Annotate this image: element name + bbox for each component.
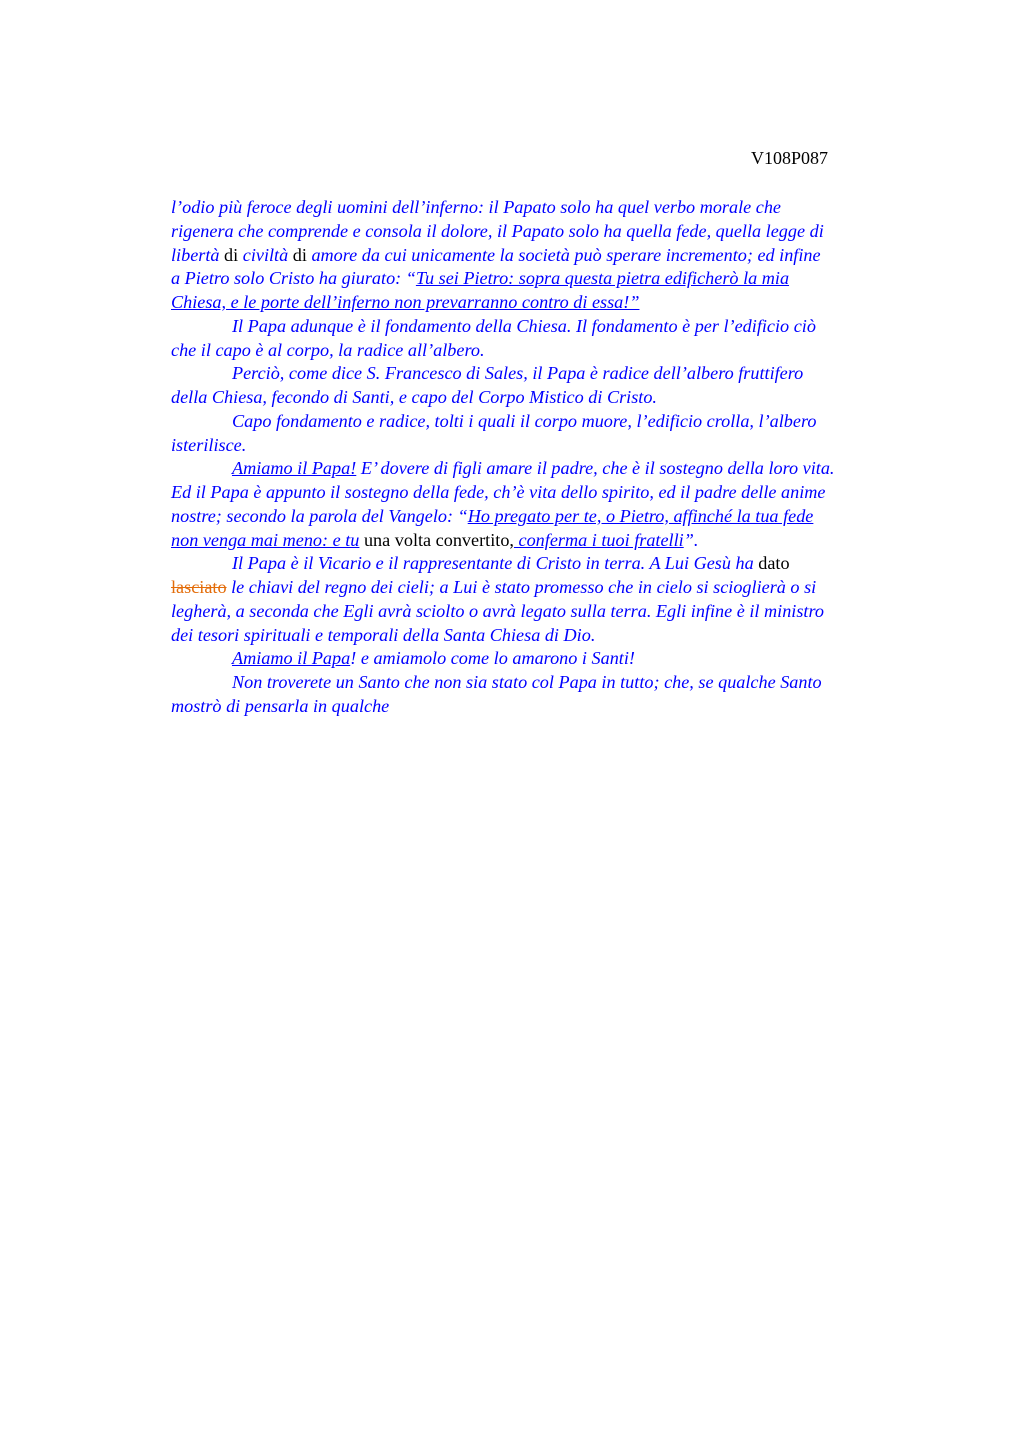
edited-text-run: di <box>219 244 243 265</box>
text-run: libertà <box>171 244 220 265</box>
text-line: dei tesori spirituali e temporali della Santa Chiesa di Dio. <box>171 624 596 645</box>
text-line: mostrò di pensarla in qualche <box>171 695 390 716</box>
underlined-phrase: Amiamo il Papa! <box>232 458 357 479</box>
text-run: le chiavi del regno dei cieli; a Lui è stato promesso che in cielo si scioglierà o si <box>226 577 817 597</box>
text-run: Il Papa adunque è il fondamento della Chiesa. Il fondamento è per l’edificio ciò <box>232 315 816 336</box>
paragraph-first-line <box>171 552 931 576</box>
text-run: ”. <box>683 529 699 550</box>
deleted-text-run: lasciato <box>171 577 227 597</box>
text-run: civiltà <box>242 244 289 265</box>
text-run: a Pietro solo Cristo ha giurato: “ <box>171 268 416 289</box>
edited-text-run: una volta convertito, <box>359 529 514 550</box>
paragraph-first-line <box>171 647 931 671</box>
text-run: ! e amiamolo come lo amarono i Santi! <box>350 648 635 669</box>
text-line <box>171 244 931 268</box>
text-run: E’ dovere di figli amare il padre, che è il sostegno della loro vita. <box>356 458 835 479</box>
paragraph-first-line <box>171 457 931 481</box>
quotation-underlined: conferma i tuoi fratelli <box>518 529 684 550</box>
text-line <box>171 576 931 600</box>
edited-text-run: dato <box>753 553 790 574</box>
underlined-phrase: Amiamo il Papa <box>232 648 351 669</box>
text-run: Il Papa è il Vicario e il rappresentante di Cristo in terra. A Lui Gesù ha <box>232 553 754 574</box>
text-run: Perciò, come dice S. Francesco di Sales, il Papa è radice dell’albero fruttifero <box>232 363 804 384</box>
text-line: isterilisce. <box>171 434 247 455</box>
quotation-underlined: non venga mai meno: e tu <box>171 529 360 550</box>
quotation-underlined: Tu sei Pietro: sopra questa pietra edificherò la mia <box>415 268 790 289</box>
document-body <box>171 196 931 719</box>
text-line: l’odio più feroce degli uomini dell’inferno: il Papato solo ha quel verbo morale che <box>171 197 782 217</box>
text-run: nostre; secondo la parola del Vangelo: “ <box>171 505 468 526</box>
text-line: della Chiesa, fecondo di Santi, e capo del Corpo Mistico di Cristo. <box>171 387 657 407</box>
text-line: legherà, a seconda che Egli avrà sciolto o avrà legato sulla terra. Egli infine è il ministro <box>171 600 824 621</box>
text-line <box>171 529 931 553</box>
text-line: che il capo è al corpo, la radice all’albero. <box>171 339 485 360</box>
text-line <box>171 505 931 529</box>
page-identifier: V108P087 <box>751 148 829 168</box>
text-line: rigenera che comprende e consola il dolore, il Papato solo ha quella fede, quella legge di <box>171 220 824 241</box>
paragraph-first-line <box>171 315 931 339</box>
paragraph-first-line <box>171 671 931 695</box>
text-line <box>171 267 931 291</box>
text-line: Ed il Papa è appunto il sostegno della fede, ch’è vita dello spirito, ed il padre delle anime <box>171 482 826 502</box>
text-run: Capo fondamento e radice, tolti i quali il corpo muore, l’edificio crolla, l’albero <box>232 410 817 431</box>
paragraph-first-line <box>171 410 931 434</box>
text-run: amore da cui unicamente la società può sperare incremento; ed infine <box>311 244 821 265</box>
paragraph-first-line <box>171 362 931 386</box>
quotation-underlined-line: Chiesa, e le porte dell’inferno non prevarranno contro di essa!” <box>171 292 640 312</box>
edited-text-run: di <box>288 244 312 265</box>
quotation-underlined: Ho pregato per te, o Pietro, affinché la tua fede <box>467 505 814 526</box>
text-run: Non troverete un Santo che non sia stato col Papa in tutto; che, se qualche Santo <box>232 672 822 692</box>
